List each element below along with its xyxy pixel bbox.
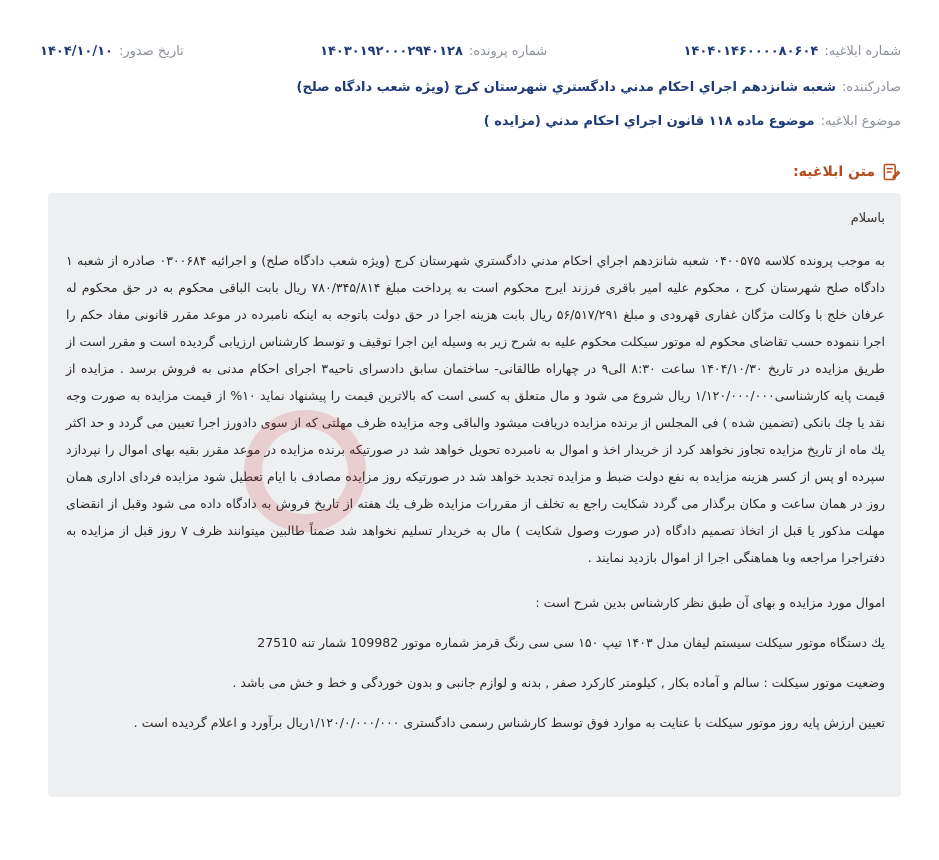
notice-number-label: شماره ابلاغیه: — [824, 44, 901, 59]
notice-number-value: ۱۴۰۴۰۱۴۶۰۰۰۰۸۰۶۰۴ — [683, 44, 819, 59]
case-number-value: ۱۴۰۳۰۱۹۲۰۰۰۲۹۴۰۱۲۸ — [320, 44, 463, 59]
subject-row — [40, 114, 901, 129]
notice-paragraph: به موجب پرونده كلاسه ۰۴۰۰۵۷۵ شعبه شانزدهم اجراي احكام مدني دادگستري شهرستان كرج (ويژه شعب دادگاه صلح) و اجرائيه ۰۳۰۰۶۸۴ صادره از شعبه ۱ دادگاه صلح شهرستان كرج ، محكوم عليه امير باقرى فرزند ايرج محكوم است به پرداخت مبلغ ۷۸۰/۳۴۵/۸۱۴ ريال بابت الباقى محكوم به در حق محكوم له عرفان خلج با وكالت مژگان غفارى قهرودى و مبلغ ۵۶/۵۱۷/۲۹۱ ريال بابت هزينه اجرا در حق دولت باتوجه به اينكه نامبرده در موعد مقرر قانونى مفاد حكم را اجرا ننموده حسب تقاضاى محكوم له موتور سيكلت محكوم عليه به شرح زير به وسيله اين اجرا توقيف و توسط كارشناس ارزيابى گرديده است و مقرر است از طريق مزايده در تاريخ ۱۴۰۴/۱۰/۳۰ ساعت ۸:۳۰ الى۹ در چهاراه طالقانى- ساختمان سابق دادسراى ناحيه۳ اجراى احكام مدنى به فروش برسد . مزايده از قيمت پايه كارشناسى۱/۱۲۰/۰۰۰/۰۰۰ ريال شروع مى شود و مال متعلق به كسى است كه بالاترين قيمت را پيشنهاد نمايد ۱۰% از قيمت مزايده به صورت وجه نقد يا چك بانكى (تضمين شده ) فى المجلس از برنده مزايده دريافت ميشود والباقى وجه مزايده ظرف مهلتى كه از سوى دادورز اجرا تعيين مى گردد و حد اكثر يك ماه از تاريخ مزايده تجاوز نخواهد كرد از خريدار اخذ و اموال به نامبرده تحويل خواهد شد در صورتيكه برنده مزايده در موعد مقرر بقيه بهاى اموال را نپردازد سپرده او پس از كسر هزينه مزايده به نفع دولت ضبط و مزايده تجديد خواهد شد در صورتيكه روز مزايده مصادف با ايام تعطيل شود مزايده فرداى ادارى همان روز در همان ساعت و مكان برگذار مى گردد شكايت راجع به تخلف از مقررات مزايده ظرف يك هفته از تاريخ فروش به دادگاه داده مى شود وقبل از انقضاى مهلت مذكور يا قبل از اتخاذ تصميم دادگاه (در صورت وصول شكايت ) مال به خريدار تسليم نخواهد شد ضمناً طالبين ميتوانند ظرف ۷ روز قبل از مزايده به دفتراجرا مراجعه وبا هماهنگى اجرا از اموال بازديد نمايند . — [66, 253, 886, 565]
notice-text-title: متن ابلاغیه: — [793, 164, 875, 180]
items-intro: اموال مورد مزايده و بهاى آن طبق نظر كارشناس بدين شرح است : — [535, 595, 885, 610]
subject-value: موضوع ماده ۱۱۸ قانون اجراي احكام مدني (مزايده ) — [483, 114, 815, 129]
issue-date-label: تاریخ صدور: — [119, 44, 184, 59]
notice-body — [48, 193, 901, 797]
item-description: يك دستگاه موتور سيكلت سيستم ليفان مدل ۱۴۰۳ تيپ ۱۵۰ سى سى رنگ قرمز شماره موتور 109982 شمار تنه 27510 — [257, 635, 885, 650]
issue-date-value: ۱۴۰۴/۱۰/۱۰ — [40, 44, 113, 59]
case-number — [320, 44, 547, 59]
issuer-value: شعبه شانزدهم اجراي احكام مدني دادگستري شهرستان كرج (ويژه شعب دادگاه صلح) — [296, 80, 836, 95]
notice-text-heading — [793, 162, 901, 182]
issuer-row — [40, 80, 901, 95]
item-valuation: تعيين ارزش پايه روز موتور سيكلت با عنايت به موارد فوق توسط كارشناس رسمى دادگسترى ۱/۱۲۰/۰/۰۰۰/۰۰۰ريال برآورد و اعلام گرديده است . — [133, 715, 885, 730]
case-number-label: شماره پرونده: — [468, 44, 548, 59]
issuer-label: صادرکننده: — [841, 80, 901, 95]
notice-number — [683, 44, 901, 59]
item-condition: وضعيت موتور سيكلت : سالم و آماده بكار , كيلومتر كاركرد صفر , بدنه و لوازم جانبى و بدون خوردگى و خط و خش مى باشد . — [232, 675, 885, 690]
edit-note-icon — [881, 162, 901, 182]
greeting: باسلام — [850, 211, 885, 226]
subject-label: موضوع ابلاغیه: — [820, 114, 901, 129]
header-meta-row — [40, 44, 901, 59]
issue-date — [40, 44, 184, 59]
